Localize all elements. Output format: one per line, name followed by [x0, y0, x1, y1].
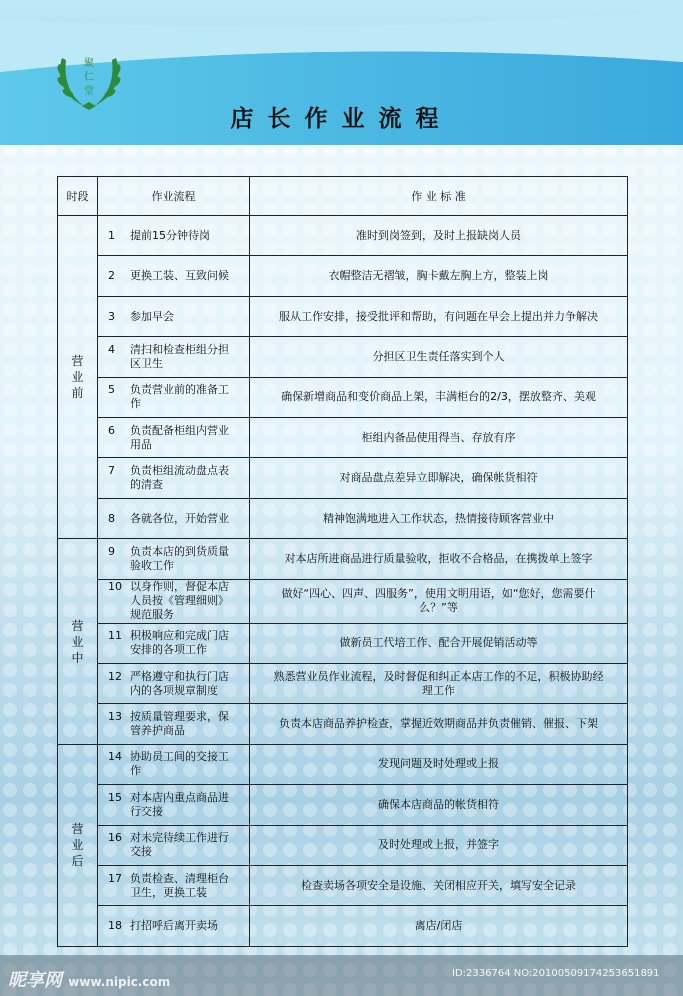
standard-cell: 检查卖场各项安全是设施、关闭相应开关，填写安全记录: [250, 865, 628, 905]
process-cell: [98, 458, 250, 498]
step-process: 负责配备柜组内营业用品: [130, 423, 229, 451]
process-cell: [98, 744, 250, 784]
table-row: [58, 256, 628, 296]
table-row: [58, 579, 628, 623]
standard-cell: 对本店所进商品进行质量验收，拒收不合格品，在携拨单上签字: [250, 539, 628, 579]
step-process: 按质量管理要求，保管养护商品: [130, 710, 229, 738]
step-number: 5: [108, 383, 115, 397]
step-number: 11: [108, 629, 122, 643]
step-process: 打招呼后离开卖场: [130, 919, 218, 933]
standard-cell: 离店/闭店: [250, 906, 628, 947]
period-label: 营业后: [71, 822, 84, 869]
process-cell: [98, 296, 250, 336]
table-header-row: [58, 177, 628, 216]
step-number: 15: [108, 790, 122, 804]
table-row: [58, 377, 628, 417]
step-number: 7: [108, 464, 115, 478]
step-number: 17: [108, 871, 122, 885]
step-process: 协助员工间的交接工作: [130, 750, 229, 778]
period-cell: [58, 744, 98, 946]
process-cell: [98, 377, 250, 417]
table-row: [58, 458, 628, 498]
standard-cell: 做新员工代培工作、配合开展促销活动等: [250, 623, 628, 663]
watermark-url: www.nipic.com: [68, 975, 171, 989]
logo-text-2: 仁: [84, 72, 94, 83]
standard-cell: 及时处理或上报，并签字: [250, 825, 628, 865]
process-cell: [98, 579, 250, 623]
table-row: [58, 623, 628, 663]
step-number: 6: [108, 423, 115, 437]
standard-cell: 柜组内备品使用得当、存放有序: [250, 418, 628, 458]
step-number: 9: [108, 544, 115, 558]
process-cell: [98, 825, 250, 865]
step-number: 16: [108, 831, 122, 845]
step-process: 负责本店的到货质量验收工作: [130, 544, 229, 572]
process-cell: [98, 623, 250, 663]
table-row: [58, 539, 628, 579]
step-number: 12: [108, 669, 122, 683]
step-number: 2: [108, 269, 115, 283]
step-process: 对本店内重点商品进行交接: [130, 790, 229, 818]
period-label: 营业中: [71, 618, 84, 665]
standard-cell: 熟悉营业员作业流程，及时督促和纠正本店工作的不足，积极协助经理工作: [250, 663, 628, 703]
step-number: 3: [108, 309, 115, 323]
process-cell: [98, 216, 250, 256]
standard-cell: 对商品盘点差异立即解决，确保帐货相符: [250, 458, 628, 498]
step-process: 积极响应和完成门店安排的各项工作: [130, 629, 229, 657]
table-row: [58, 865, 628, 905]
step-number: 4: [108, 342, 115, 356]
table-row: [58, 704, 628, 744]
step-process: 负责检查、清理柜台卫生，更换工装: [130, 871, 229, 899]
step-process: 参加早会: [130, 309, 174, 323]
standard-cell: 发现问题及时处理或上报: [250, 744, 628, 784]
table-row: [58, 785, 628, 825]
process-cell: [98, 256, 250, 296]
watermark-id: ID:2336764 NO:20100509174253651891: [452, 968, 660, 979]
step-process: 严格遵守和执行门店内的各项规章制度: [130, 669, 229, 697]
table-row: [58, 825, 628, 865]
step-number: 8: [108, 511, 115, 525]
process-cell: [98, 498, 250, 538]
standard-cell: 负责本店商品养护检查，掌握近效期商品并负责催销、催报、下架: [250, 704, 628, 744]
step-process: 负责柜组流动盘点表的清查: [130, 464, 229, 492]
step-number: 14: [108, 750, 122, 764]
watermark-brand: 昵享网: [8, 970, 62, 991]
step-process: 以身作则，督促本店人员按《管理细则》规范服务: [130, 580, 229, 622]
process-cell: [98, 906, 250, 947]
standard-cell: 精神饱满地进入工作状态，热情接待顾客营业中: [250, 498, 628, 538]
step-process: 提前15分钟待岗: [130, 228, 210, 242]
page-title: 店长作业流程: [230, 105, 453, 132]
table-row: [58, 418, 628, 458]
standard-cell: 分担区卫生责任落实到个人: [250, 337, 628, 377]
process-cell: [98, 539, 250, 579]
table-row: [58, 216, 628, 256]
table-row: [58, 296, 628, 336]
table-row: [58, 498, 628, 538]
table-row: [58, 337, 628, 377]
step-number: 18: [108, 919, 122, 933]
standard-cell: 确保本店商品的帐货相符: [250, 785, 628, 825]
table-row: [58, 663, 628, 703]
standard-cell: 准时到岗签到，及时上报缺岗人员: [250, 216, 628, 256]
process-cell: [98, 704, 250, 744]
step-process: 负责营业前的准备工作: [130, 383, 229, 411]
standard-cell: 服从工作安排，接受批评和帮助，有问题在早会上提出并力争解决: [250, 296, 628, 336]
table-body: [58, 216, 628, 947]
period-cell: [58, 216, 98, 539]
watermark-left: [8, 966, 170, 992]
standard-cell: 确保新增商品和变价商品上架，丰满柜台的2/3，摆放整齐、美观: [250, 377, 628, 417]
step-number: 13: [108, 710, 122, 724]
workflow-table: [57, 176, 628, 947]
step-number: 10: [108, 580, 122, 594]
table-row: [58, 744, 628, 784]
step-process: 各就各位，开始营业: [130, 511, 229, 525]
process-cell: [98, 785, 250, 825]
header-process: 作业流程: [98, 177, 250, 216]
logo-text-3: 堂: [84, 86, 94, 97]
logo-text-1: 聚: [84, 58, 94, 69]
process-cell: [98, 865, 250, 905]
period-label: 营业前: [71, 354, 84, 401]
header-period: 时段: [58, 177, 98, 216]
table-row: [58, 906, 628, 947]
step-process: 更换工装、互致问候: [130, 269, 229, 283]
step-number: 1: [108, 228, 115, 242]
process-cell: [98, 337, 250, 377]
header-standard: 作 业 标 准: [250, 177, 628, 216]
period-cell: [58, 539, 98, 745]
process-cell: [98, 418, 250, 458]
standard-cell: 衣帽整洁无褶皱，胸卡戴左胸上方，整装上岗: [250, 256, 628, 296]
step-process: 清扫和检查柜组分担区卫生: [130, 342, 229, 370]
standard-cell: 做好“四心、四声、四服务”，使用文明用语，如“您好，您需要什么？”等: [250, 579, 628, 623]
step-process: 对未完待续工作进行交接: [130, 831, 229, 859]
process-cell: [98, 663, 250, 703]
